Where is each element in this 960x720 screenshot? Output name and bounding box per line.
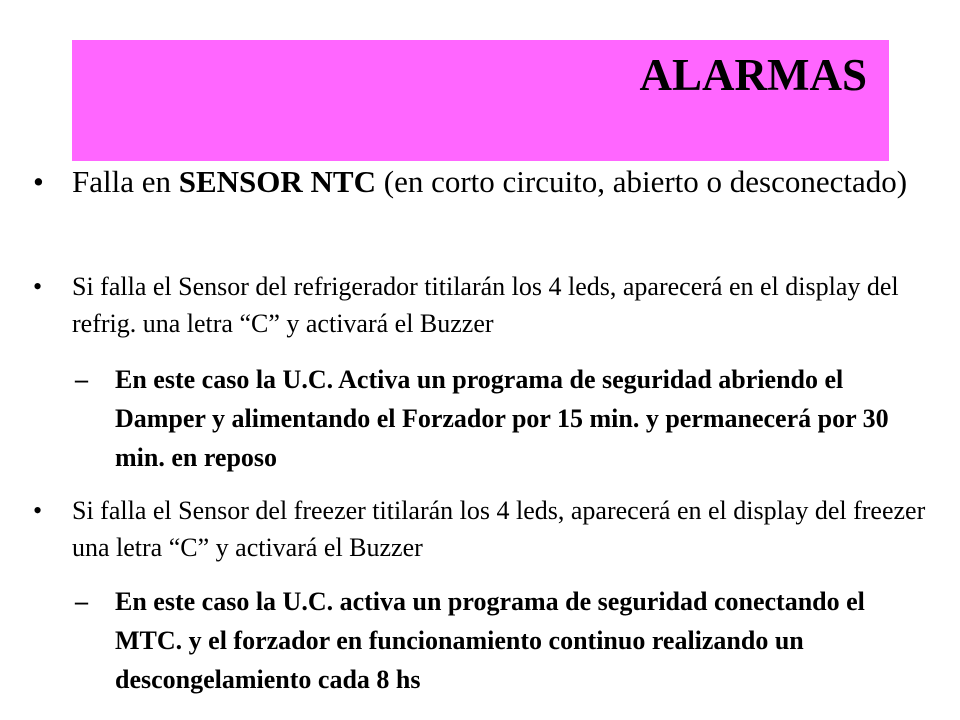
- sub-item-text: En este caso la U.C. Activa un programa de seguridad abriendo el Damper y alimentando el Forzador por 15 min. y permanecerá por 30 min. en reposo: [115, 365, 889, 472]
- item-strong: SENSOR NTC: [178, 164, 376, 199]
- dash-icon: –: [75, 587, 88, 616]
- item-text: Si falla el Sensor del refrigerador titilarán los 4 leds, aparecerá en el display del refrig. una letra “C” y activará el Buzzer: [72, 272, 899, 338]
- item-prefix: Falla en: [72, 164, 179, 199]
- sub-item-text: En este caso la U.C. activa un programa de seguridad conectando el MTC. y el forzador en funcionamiento continuo realizando un descongelamiento cada 8 hs: [115, 587, 865, 694]
- bullet-icon: •: [33, 272, 43, 301]
- item-text: Si falla el Sensor del freezer titilarán los 4 leds, aparecerá en el display del freezer una letra “C” y activará el Buzzer: [72, 496, 926, 562]
- page-title: ALARMAS: [639, 50, 867, 100]
- bullet-icon: •: [33, 496, 43, 525]
- title-bar: [72, 40, 889, 161]
- item-text: [72, 160, 942, 204]
- dash-icon: –: [75, 365, 88, 394]
- bullet-icon: •: [33, 164, 44, 199]
- item-suffix: (en corto circuito, abierto o desconectado): [376, 164, 908, 199]
